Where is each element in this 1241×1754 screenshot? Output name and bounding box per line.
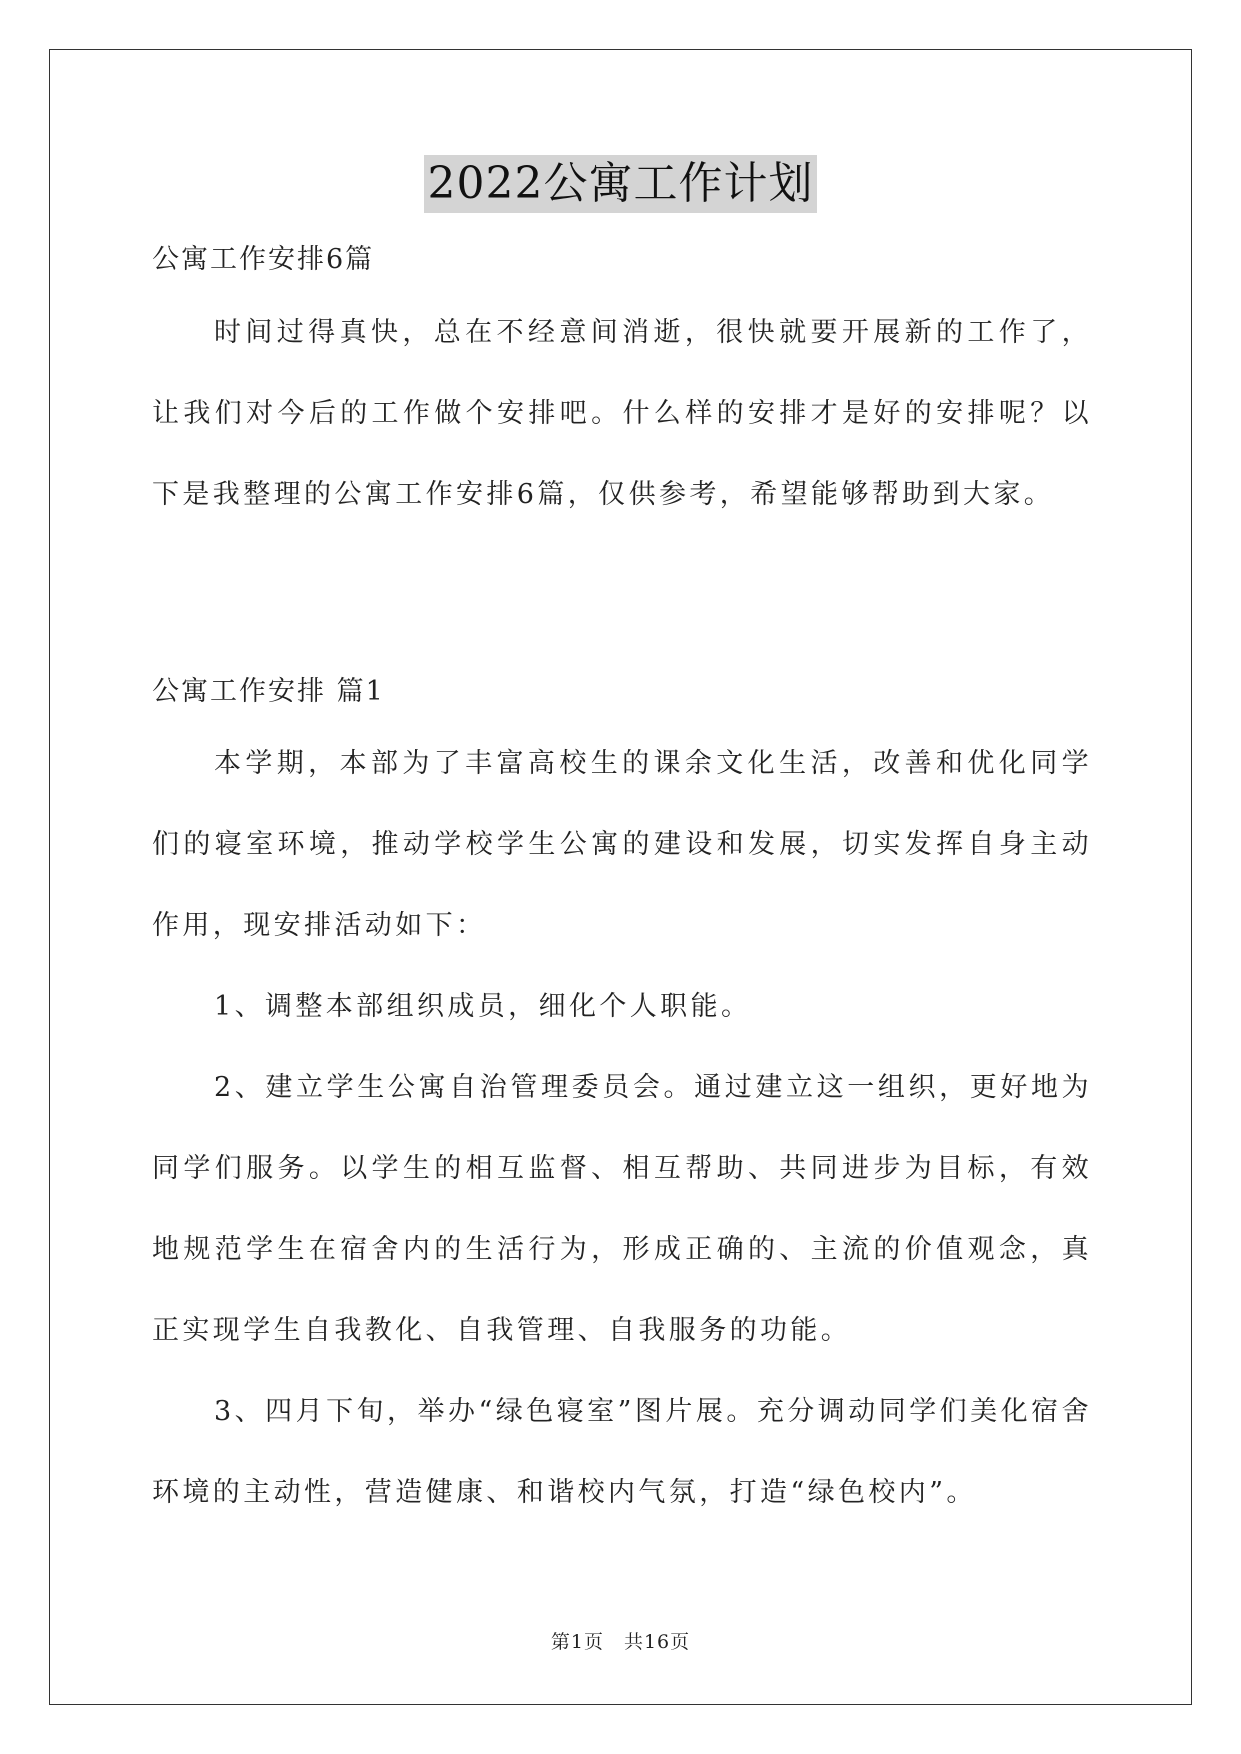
section-1-paragraph-1: 本学期，本部为了丰富高校生的课余文化生活，改善和优化同学们的寝室环境，推动学校学生公寓的建设和发展，切实发挥自身主动作用，现安排活动如下： <box>152 748 1092 941</box>
page-number-footer: 第1页 共16页 <box>550 1631 691 1653</box>
intro-heading: 公寓工作安排6篇 <box>152 244 375 275</box>
intro-paragraph: 时间过得真快，总在不经意间消逝，很快就要开展新的工作了，让我们对今后的工作做个安排吧。什么样的安排才是好的安排呢？以下是我整理的公寓工作安排6篇，仅供参考，希望能够帮助到大家。 <box>152 317 1092 510</box>
section-1-paragraph-2: 1、调整本部组织成员，细化个人职能。 <box>214 991 752 1022</box>
section-1-heading: 公寓工作安排 篇1 <box>152 676 385 707</box>
title-container <box>0 155 1241 213</box>
section-1-paragraph-3: 2、建立学生公寓自治管理委员会。通过建立这一组织，更好地为同学们服务。以学生的相互监督、相互帮助、共同进步为目标，有效地规范学生在宿舍内的生活行为，形成正确的、主流的价值观念，真正实现学生自我教化、自我管理、自我服务的功能。 <box>152 1072 1092 1346</box>
document-title: 2022公寓工作计划 <box>424 155 818 213</box>
section-1-paragraph-4: 3、四月下旬，举办“绿色寝室”图片展。充分调动同学们美化宿舍环境的主动性，营造健康、和谐校内气氛，打造“绿色校内”。 <box>152 1396 1092 1508</box>
